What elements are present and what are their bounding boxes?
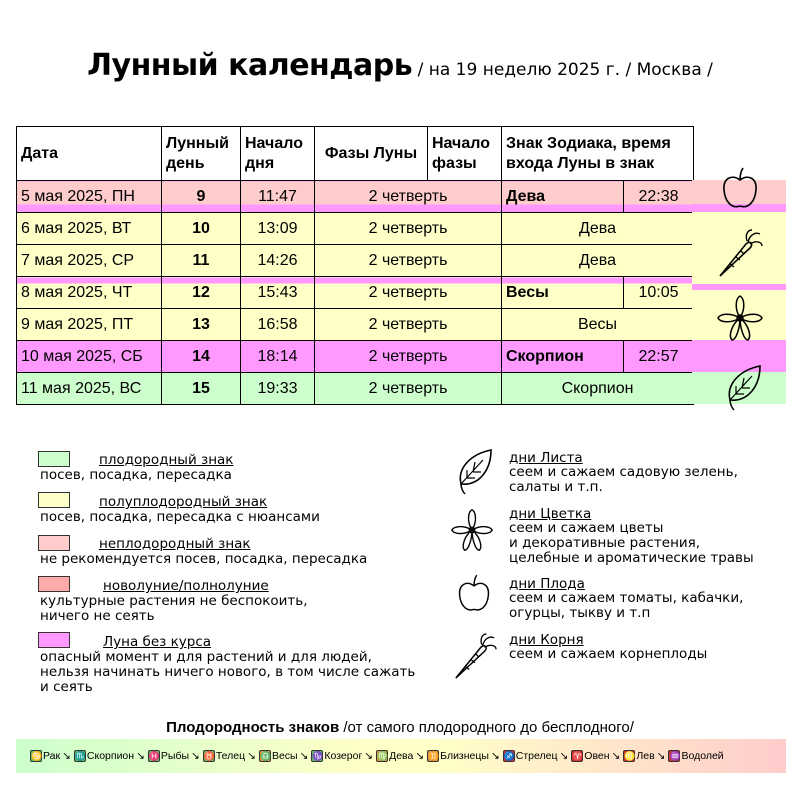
zodiac-5-icon: ♑ <box>312 751 324 761</box>
zodiac-11-icon: ♒ <box>669 751 681 761</box>
legend-desc-semi-fertile: посев, посадка, пересадка с нюансами <box>40 509 320 525</box>
table-row <box>17 341 694 373</box>
col-phase: Фазы Луны <box>315 127 428 181</box>
arrow-icon: ↘ <box>490 750 500 762</box>
zodiac-name: Рак <box>43 750 61 762</box>
row-phase: 2 четверть <box>315 245 502 277</box>
legend-swatch-void-moon <box>38 632 70 648</box>
legend-title-root-days: дни Корня <box>509 632 584 648</box>
apple-icon <box>456 572 492 616</box>
zodiac-3-icon: ♉ <box>203 751 216 761</box>
row-sign-time: 10:05 <box>624 277 694 309</box>
row-sign: Дева <box>502 181 624 213</box>
legend-desc-fertile: посев, посадка, пересадка <box>40 467 232 483</box>
row-sign-time: 22:38 <box>624 181 694 213</box>
legend-title-infertile: неплодородный знак <box>99 536 251 552</box>
carrot-icon <box>716 228 764 280</box>
flower-icon <box>716 294 764 344</box>
legend-desc-void-moon: опасный момент и для растений и для людей, нельзя начинать ничего нового, в том числе сажать и сеять <box>40 649 416 695</box>
zodiac-name: Козерог <box>324 750 363 762</box>
row-sign-time: 22:57 <box>624 341 694 373</box>
page-title <box>0 48 800 83</box>
zodiac-7-icon: ♊ <box>428 751 440 761</box>
arrow-icon: ↘ <box>364 750 374 762</box>
fertility-title-rest: /от самого плодородного до бесплодного/ <box>339 719 634 736</box>
zodiac-6-icon: ♍ <box>377 751 389 761</box>
arrow-icon: ↘ <box>559 750 569 762</box>
zodiac-9-icon: ♈ <box>572 751 584 761</box>
zodiac-name: Рыбы <box>160 750 190 762</box>
row-day-start: 13:09 <box>241 213 315 245</box>
arrow-icon: ↘ <box>247 750 256 762</box>
legend-title-flower-days: дни Цветка <box>509 506 592 522</box>
fertility-title <box>0 719 800 736</box>
zodiac-name: Телец <box>215 750 246 762</box>
legend-title-new-full-moon: новолуние/полнолуние <box>103 578 269 594</box>
zodiac-name: Стрелец <box>515 750 558 762</box>
legend-desc-leaf-days: сеем и сажаем садовую зелень, салаты и т.п. <box>509 464 738 495</box>
row-lunar-day: 14 <box>162 341 241 373</box>
legend-title-leaf-days: дни Листа <box>509 450 583 466</box>
fertility-sign-list <box>30 749 724 763</box>
lunar-calendar-table <box>16 126 694 405</box>
fertility-title-bold: Плодородность знаков <box>166 719 340 736</box>
row-sign: Скорпион <box>502 373 694 405</box>
zodiac-name: Скорпион <box>86 750 135 762</box>
legend-swatch-infertile <box>38 535 70 551</box>
zodiac-10-icon: ♌ <box>624 751 636 761</box>
arrow-icon: ↘ <box>62 750 71 762</box>
row-date: 11 мая 2025, ВС <box>17 373 162 405</box>
col-date: Дата <box>17 127 162 181</box>
table-row <box>17 213 694 245</box>
row-lunar-day: 12 <box>162 277 241 309</box>
row-day-start: 11:47 <box>241 181 315 213</box>
arrow-icon: ↘ <box>656 750 666 762</box>
table-row <box>17 309 694 341</box>
legend-title-fertile: плодородный знак <box>99 452 234 468</box>
arrow-icon: ↘ <box>415 750 425 762</box>
leaf-icon <box>452 446 496 496</box>
zodiac-name: Весы <box>271 750 298 762</box>
row-day-start: 15:43 <box>241 277 315 309</box>
zodiac-4-icon: ♎ <box>259 751 272 761</box>
legend-swatch-new-full-moon <box>38 576 70 592</box>
row-phase: 2 четверть <box>315 181 502 213</box>
zodiac-name: Близнецы <box>440 750 489 762</box>
leaf-icon <box>722 362 764 412</box>
legend-swatch-fertile <box>38 451 70 467</box>
arrow-icon: ↘ <box>136 750 145 762</box>
col-lunar-day: Лунный день <box>162 127 241 181</box>
row-lunar-day: 15 <box>162 373 241 405</box>
flower-icon <box>450 508 494 554</box>
row-day-start: 16:58 <box>241 309 315 341</box>
table-row <box>17 181 694 213</box>
row-phase: 2 четверть <box>315 341 502 373</box>
row-sign: Дева <box>502 245 694 277</box>
zodiac-name: Дева <box>389 750 414 762</box>
row-phase: 2 четверть <box>315 373 502 405</box>
table-row <box>17 245 694 277</box>
zodiac-2-icon: ♓ <box>148 751 161 761</box>
col-day-start: Начало дня <box>241 127 315 181</box>
carrot-icon <box>452 632 498 682</box>
row-sign: Весы <box>502 277 624 309</box>
legend-title-semi-fertile: полуплодородный знак <box>99 494 268 510</box>
row-date: 6 мая 2025, ВТ <box>17 213 162 245</box>
row-day-start: 19:33 <box>241 373 315 405</box>
title-main: Лунный календарь <box>87 48 413 83</box>
zodiac-name: Водолей <box>681 750 724 762</box>
row-sign: Весы <box>502 309 694 341</box>
arrow-icon: ↘ <box>191 750 200 762</box>
legend-title-void-moon: Луна без курса <box>103 634 212 650</box>
arrow-icon: ↘ <box>299 750 309 762</box>
row-lunar-day: 13 <box>162 309 241 341</box>
apple-icon <box>720 166 760 212</box>
table-row <box>17 277 694 309</box>
row-date: 8 мая 2025, ЧТ <box>17 277 162 309</box>
row-phase: 2 четверть <box>315 309 502 341</box>
legend-desc-fruit-days: сеем и сажаем томаты, кабачки, огурцы, тыкву и т.п <box>509 590 744 621</box>
row-lunar-day: 10 <box>162 213 241 245</box>
row-phase: 2 четверть <box>315 277 502 309</box>
table-row <box>17 373 694 405</box>
legend-desc-flower-days: сеем и сажаем цветы и декоративные растения, целебные и ароматические травы <box>509 520 754 566</box>
zodiac-1-icon: ♏ <box>74 751 87 761</box>
row-date: 5 мая 2025, ПН <box>17 181 162 213</box>
zodiac-8-icon: ♐ <box>503 751 515 761</box>
row-lunar-day: 9 <box>162 181 241 213</box>
row-sign: Дева <box>502 213 694 245</box>
row-lunar-day: 11 <box>162 245 241 277</box>
row-day-start: 14:26 <box>241 245 315 277</box>
row-date: 9 мая 2025, ПТ <box>17 309 162 341</box>
legend-swatch-semi-fertile <box>38 492 70 508</box>
legend-desc-infertile: не рекомендуется посев, посадка, пересадка <box>40 551 368 567</box>
row-date: 10 мая 2025, СБ <box>17 341 162 373</box>
col-zodiac: Знак Зодиака, время входа Луны в знак <box>502 127 694 181</box>
col-phase-start: Начало фазы <box>428 127 502 181</box>
zodiac-name: Овен <box>584 750 610 762</box>
legend-desc-new-full-moon: культурные растения не беспокоить, ничего не сеять <box>40 593 308 624</box>
table-header-row <box>17 127 694 181</box>
arrow-icon: ↘ <box>611 750 621 762</box>
zodiac-0-icon: ♋ <box>31 751 43 761</box>
title-subtitle: / на 19 неделю 2025 г. / Москва / <box>412 60 713 80</box>
row-phase: 2 четверть <box>315 213 502 245</box>
row-date: 7 мая 2025, СР <box>17 245 162 277</box>
row-day-start: 18:14 <box>241 341 315 373</box>
zodiac-name: Лев <box>636 750 655 762</box>
legend-title-fruit-days: дни Плода <box>509 576 585 592</box>
row-sign: Скорпион <box>502 341 624 373</box>
legend-desc-root-days: сеем и сажаем корнеплоды <box>509 646 708 662</box>
